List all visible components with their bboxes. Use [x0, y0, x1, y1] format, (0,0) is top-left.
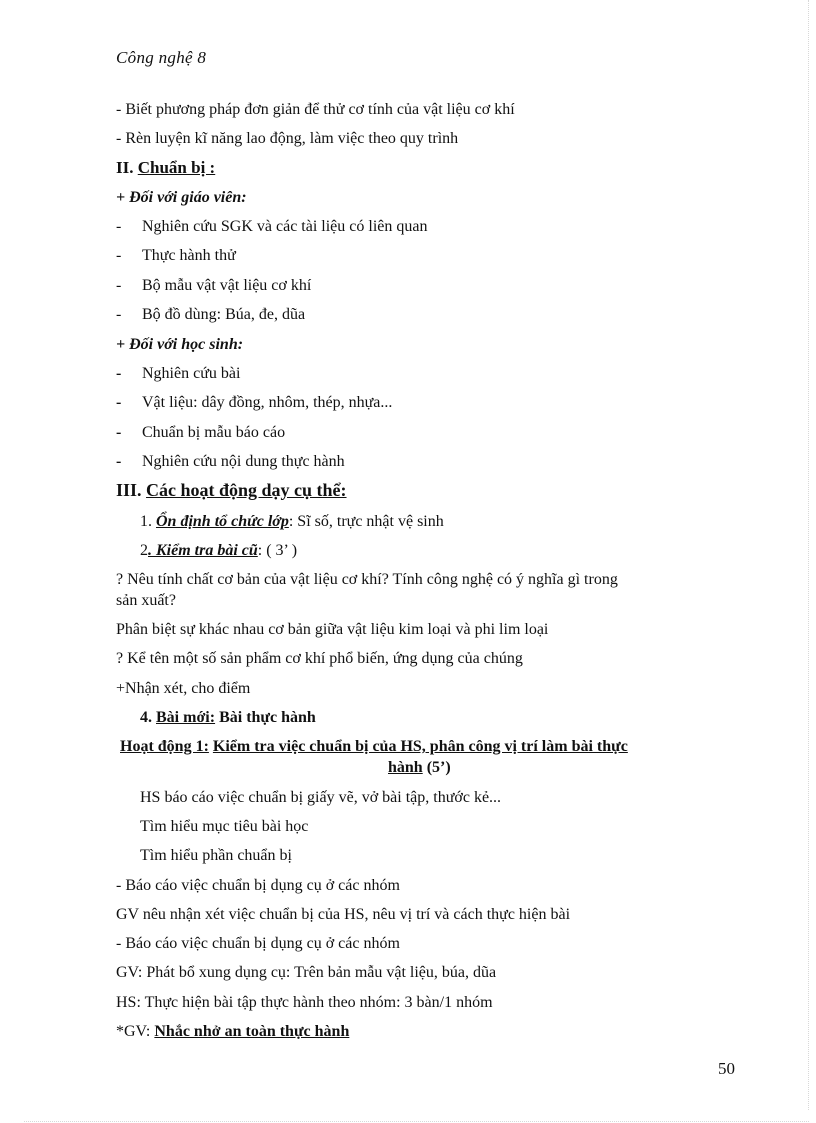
dash-marker: - [116, 394, 122, 411]
question-line: Phân biệt sự khác nhau cơ bản giữa vật liệu kim loại và phi lim loại [116, 621, 549, 638]
step-2-text: : ( 3’ ) [257, 542, 298, 559]
safety-prefix: *GV: [116, 1023, 155, 1040]
dash-marker: - [116, 453, 122, 470]
student-item: Vật liệu: dây đồng, nhôm, thép, nhựa... [142, 394, 393, 411]
step-1-title: Ổn định tổ chức lớp [156, 513, 289, 530]
safety-note [116, 1022, 349, 1042]
question-line: +Nhận xét, cho điểm [116, 680, 251, 697]
dash-marker: - [116, 218, 122, 235]
student-item: Nghiên cứu bài [142, 365, 241, 382]
activity-1-label: Hoạt động 1: [120, 738, 209, 755]
teacher-item: Bộ mẫu vật vật liệu cơ khí [142, 277, 312, 294]
dash-marker: - [116, 365, 122, 382]
teacher-item: Bộ đồ dùng: Búa, đe, dũa [142, 306, 306, 323]
step-4-number: 4. [140, 709, 152, 726]
section-3-number: III. [116, 480, 142, 500]
activity-1-time: (5’) [422, 759, 451, 776]
activity-1-title-end: hành [388, 759, 423, 776]
step-2 [140, 541, 297, 561]
objective-line-1: - Biết phương pháp đơn giản để thử cơ tính của vật liệu cơ khí [116, 101, 515, 118]
body-line: - Báo cáo việc chuẩn bị dụng cụ ở các nhóm [116, 935, 400, 952]
step-4 [140, 708, 316, 728]
activity-1-title: Kiểm tra việc chuẩn bị của HS, phân công vị trí làm bài thực [212, 738, 628, 755]
section-3-heading [116, 480, 347, 500]
step-2-title: . Kiểm tra bài cũ [148, 542, 258, 559]
question-line: ? Kể tên một số sản phẩm cơ khí phổ biến, ứng dụng của chúng [116, 650, 523, 667]
step-1-number: 1. [140, 513, 152, 530]
step-4-title: Bài mới: [156, 709, 216, 726]
teacher-item: Thực hành thử [142, 247, 236, 264]
activity-1-heading-line-1 [120, 737, 628, 757]
body-line: Tìm hiểu phần chuẩn bị [140, 847, 292, 864]
section-2-number: II. [116, 158, 134, 177]
step-2-number: 2 [140, 542, 148, 559]
page-number: 50 [718, 1059, 735, 1078]
dash-marker: - [116, 306, 122, 323]
activity-1-heading-line-2 [388, 758, 451, 778]
dash-marker: - [116, 424, 122, 441]
page-border-bottom [24, 1121, 809, 1122]
body-line: GV: Phát bổ xung dụng cụ: Trên bản mẫu vật liệu, búa, dũa [116, 964, 497, 981]
objective-line-2: - Rèn luyện kĩ năng lao động, làm việc theo quy trình [116, 130, 459, 147]
question-line: ? Nêu tính chất cơ bản của vật liệu cơ khí? Tính công nghệ có ý nghĩa gì trong [116, 571, 618, 588]
student-item: Nghiên cứu nội dung thực hành [142, 453, 345, 470]
dash-marker: - [116, 247, 122, 264]
page-border-right [808, 0, 809, 1110]
step-1-text: : Sĩ số, trực nhật vệ sinh [288, 513, 444, 530]
page-header: Công nghệ 8 [116, 48, 207, 67]
student-heading: + Đối với học sinh: [116, 336, 244, 353]
body-line: HS báo cáo việc chuẩn bị giấy vẽ, vở bài tập, thước kẻ... [140, 789, 502, 806]
section-2-title: Chuẩn bị : [137, 158, 216, 177]
question-line: sản xuất? [116, 592, 176, 609]
section-3-title: Các hoạt động dạy cụ thể: [146, 480, 347, 500]
student-item: Chuẩn bị mẫu báo cáo [142, 424, 286, 441]
section-2-heading [116, 158, 215, 178]
body-line: HS: Thực hiện bài tập thực hành theo nhóm: 3 bàn/1 nhóm [116, 994, 493, 1011]
step-4-text: Bài thực hành [215, 709, 316, 726]
step-1 [140, 512, 444, 532]
body-line: GV nêu nhận xét việc chuẩn bị của HS, nêu vị trí và cách thực hiện bài [116, 906, 571, 923]
teacher-item: Nghiên cứu SGK và các tài liệu có liên quan [142, 218, 428, 235]
dash-marker: - [116, 277, 122, 294]
body-line: - Báo cáo việc chuẩn bị dụng cụ ở các nhóm [116, 877, 400, 894]
safety-text: Nhắc nhở an toàn thực hành [154, 1023, 350, 1040]
teacher-heading: + Đối với giáo viên: [116, 189, 247, 206]
body-line: Tìm hiểu mục tiêu bài học [140, 818, 309, 835]
